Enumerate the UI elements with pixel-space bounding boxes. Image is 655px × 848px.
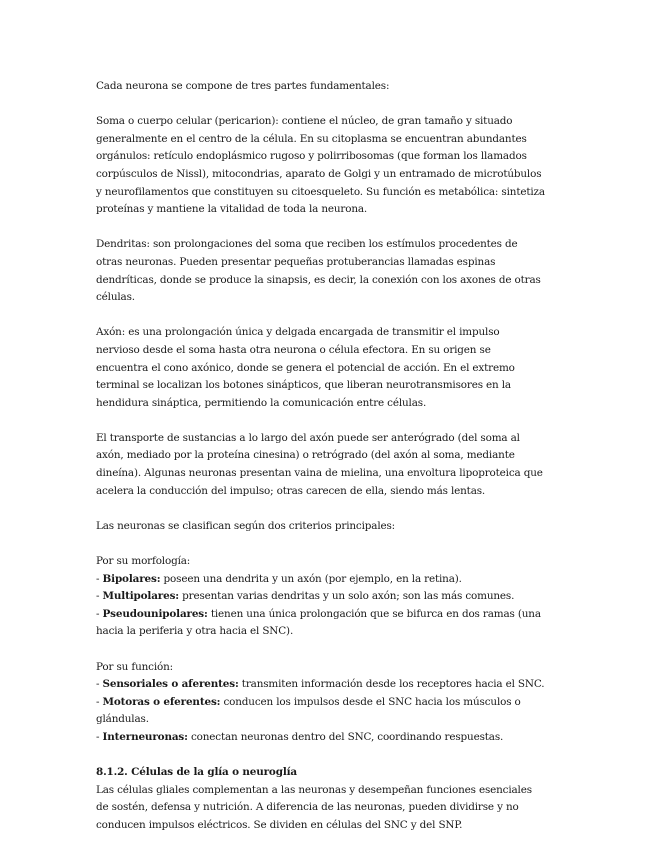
desc-interneuronas: conectan neuronas dentro del SNC, coordinando respuestas. (187, 730, 504, 743)
term-bipolares: Bipolares: (102, 572, 161, 585)
glia-heading: 8.1.2. Células de la glía o neuroglía (96, 766, 298, 779)
morfologia-section (96, 553, 546, 641)
list-item-motoras: - Motoras o eferentes: conducen los impulsos desde el SNC hacia los músculos o glándulas. (96, 695, 521, 726)
term-pseudounipolares: Pseudounipolares: (102, 607, 208, 620)
axon-paragraph: Axón: es una prolongación única y delgada encargada de transmitir el impulso nervioso desde el soma hasta otra neurona o célula efectora. En su origen se encuentra el cono axónico, donde se genera el potencial de acción. En el extremo terminal se localizan los botones sinápticos, que liberan neurotransmisores en la hendidura sináptica, permitiendo la comunicación entre células. (96, 326, 515, 409)
list-item-pseudounipolares: - Pseudounipolares: tienen una única prolongación que se bifurca en dos ramas (una hacia la periferia y otra hacia el SNC). (96, 607, 541, 638)
term-motoras: Motoras o eferentes: (102, 695, 221, 708)
desc-sensoriales: transmiten información desde los receptores hacia el SNC. (238, 678, 545, 691)
desc-pseudounipolares: tienen una única prolongación que se bifurca en dos ramas (una hacia la periferia y otra hacia el SNC). (96, 607, 541, 638)
desc-motoras: conducen los impulsos desde el SNC hacia los músculos o glándulas. (96, 695, 521, 726)
desc-bipolares: poseen una dendrita y un axón (por ejemplo, en la retina). (160, 572, 462, 585)
list-item-bipolares: - Bipolares: poseen una dendrita y un axón (por ejemplo, en la retina). (96, 572, 462, 585)
clasificacion-paragraph: Las neuronas se clasifican según dos criterios principales: (96, 519, 396, 532)
list-item-sensoriales: - Sensoriales o aferentes: transmiten información desde los receptores hacia el SNC. (96, 678, 545, 691)
glia-paragraph: Las células gliales complementan a las neuronas y desempeñan funciones esenciales de sostén, defensa y nutrición. A diferencia de las neuronas, pueden dividirse y no conducen impulsos eléctricos. Se dividen en células del SNC y del SNP. (96, 783, 532, 831)
desc-multipolares: presentan varias dendritas y un solo axón; son las más comunes. (178, 590, 515, 603)
term-sensoriales: Sensoriales o aferentes: (102, 678, 239, 691)
transporte-paragraph: El transporte de sustancias a lo largo del axón puede ser anterógrado (del soma al axón, mediado por la proteína cinesina) o retrógrado (del axón al soma, mediante dineína). Algunas neuronas presentan vaina de mielina, una envoltura lipoproteica que acelera la conducción del impulso; otras carecen de ella, siendo más lentas. (96, 431, 543, 497)
intro-paragraph: Cada neurona se compone de tres partes fundamentales: (96, 80, 390, 92)
soma-paragraph: Soma o cuerpo celular (pericarion): contiene el núcleo, de gran tamaño y situado generalmente en el centro de la célula. En su citoplasma se encuentran abundantes orgánulos: retículo endoplásmico rugoso y polirribosomas (que forman los llamados corpúsculos de Nissl), mitocondrias, aparato de Golgi y un entramado de microtúbulos y neurofilamentos que constituyen su citoesqueleto. Su función es metabólica: sintetiza proteínas y mantiene la vitalidad de toda la neurona. (96, 115, 545, 216)
dendritas-paragraph: Dendritas: son prolongaciones del soma que reciben los estímulos procedentes de otras neuronas. Pueden presentar pequeñas protuberancias llamadas espinas dendríticas, donde se produce la sinapsis, es decir, la conexión con los axones de otras células. (96, 238, 541, 304)
morfologia-title: Por su morfología: (96, 555, 191, 568)
funcion-title: Por su función: (96, 660, 173, 673)
list-item-interneuronas: - Interneuronas: conectan neuronas dentro del SNC, coordinando respuestas. (96, 730, 504, 743)
funcion-section (96, 659, 546, 747)
document-page (96, 78, 546, 835)
term-multipolares: Multipolares: (102, 590, 179, 603)
term-interneuronas: Interneuronas: (102, 730, 188, 743)
list-item-multipolares: - Multipolares: presentan varias dendritas y un solo axón; son las más comunes. (96, 590, 515, 603)
